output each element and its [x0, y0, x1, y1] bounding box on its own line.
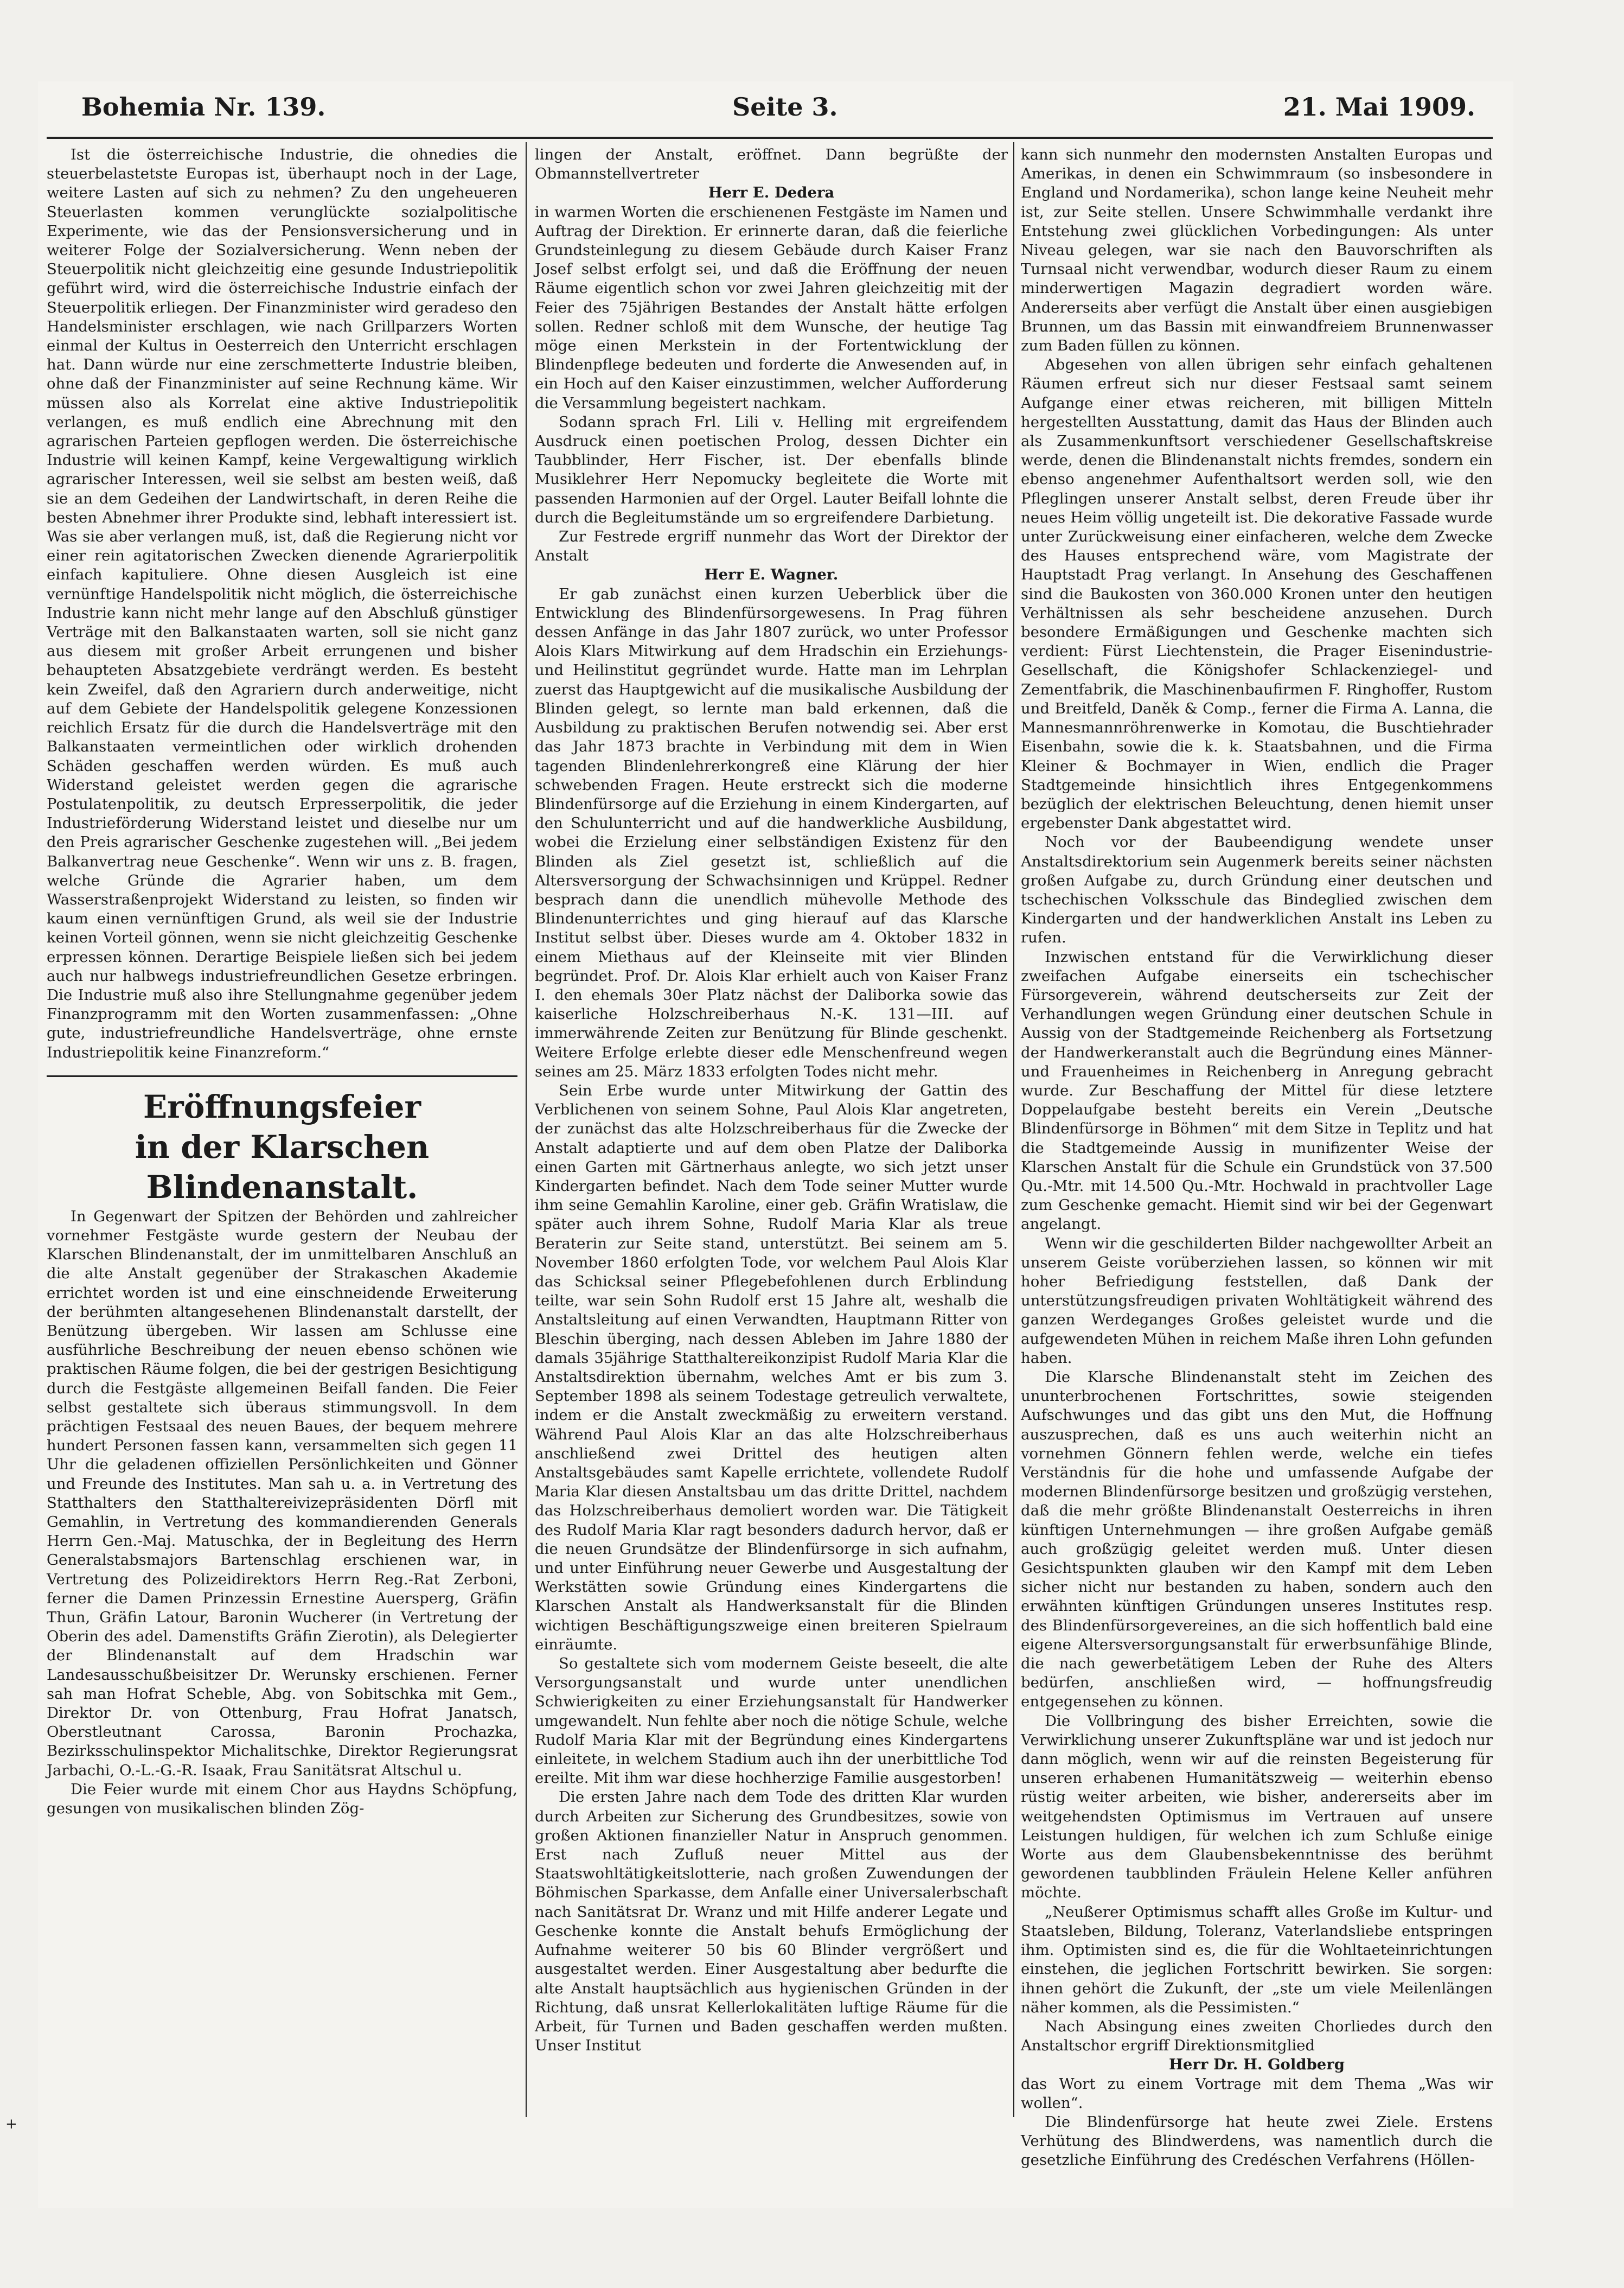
header-rule	[47, 137, 1493, 139]
newspaper-name: Bohemia Nr. 139.	[81, 92, 326, 122]
article-paragraph: In Gegenwart der Spitzen der Behörden und zahlreicher vornehmer Festgäste wurde gestern der Neubau der Klarschen Blindenanstalt, der im unmittelbaren Anschluß an die alte Anstalt gegenüber der Strakaschen Akademie errichtet worden ist und eine einschneidende Erweiterung der berühmten altangesehenen Blindenanstalt darstellt, der Benützung übergeben. Wir lassen am Schlusse eine ausführliche Beschreibung der neuen ebenso schönen wie praktischen Räume folgen, die bei der gestrigen Besichtigung durch die Festgäste allgemeinen Beifall fanden. Die Feier selbst gestaltete sich überaus stimmungsvoll. In dem prächtigen Festsaal des neuen Baues, der bequem mehrere hundert Personen fassen kann, versammelten sich gegen 11 Uhr die geladenen offiziellen Persönlichkeiten und Gönner und Freunde des Institutes. Man sah u. a. in Vertretung des Statthalters den Statthaltereivizepräsidenten Dörfl mit Gemahlin, in Vertretung des kommandierenden Generals Herrn Gen.-Maj. Matuschka, der in Begleitung des Herrn Generalstabsmajors Bartenschlag erschienen war, in Vertretung des Polizeidirektors Herrn Reg.-Rat Zerboni, ferner die Damen Prinzessin Ernestine Auersperg, Gräfin Thun, Gräfin Latour, Baronin Wucherer (in Vertretung der Oberin des adel. Damenstifts Gräfin Zierotin), als Delegierter der Blindenanstalt auf dem Hradschin war Landesausschußbeisitzer Dr. Werunsky erschienen. Ferner sah man Hofrat Scheble, Abg. von Sobitschka mit Gem., Direktor Dr. von Ottenburg, Frau Hofrat Janatsch, Oberstleutnant Carossa, Baronin Prochazka, Bezirksschulinspektor Michalitschke, Direktor Regierungsrat Jarbachi, O.-L.-G.-R. Isaak, Frau Sanitätsrat Altschul u.	[47, 1207, 517, 1779]
article-paragraph: Noch vor der Baubeendigung wendete unser Anstaltsdirektorium sein Augenmerk bereits seiner nächsten großen Aufgabe zu, durch Gründung einer deutschen und tschechischen Volksschule das Bindeglied zwischen dem Kindergarten und der handwerklichen Anstalt ins Leben zu rufen.	[1021, 833, 1493, 947]
headline-line-1: Eröffnungsfeier	[143, 1088, 421, 1125]
column-2	[535, 145, 1008, 2055]
article-headline	[47, 1087, 517, 1207]
article-paragraph: Er gab zunächst einen kurzen Ueberblick über die Entwicklung des Blindenfürsorgewesens. In Prag führen dessen Anfänge in das Jahr 1807 zurück, wo unter Professor Alois Klars Mitwirkung auf dem Hradschin ein Erziehungs- und Heilinstitut gegründet wurde. Hatte man im Lehrplan zuerst das Hauptgewicht auf die musikalische Ausbildung der Blinden gelegt, so lernte man bald erkennen, daß die Ausbildung zu praktischen Berufen notwendig sei. Aber erst das Jahr 1873 brachte in Verbindung mit dem in Wien tagenden Blindenlehrerkongreß eine Klärung der hier schwebenden Fragen. Heute erstreckt sich die moderne Blindenfürsorge auf die Erziehung in einem Kindergarten, auf den Schulunterricht und auf die handwerkliche Ausbildung, wobei die Erzielung einer selbständigen Existenz für den Blinden als Ziel gesetzt ist, schließlich auf die Altersversorgung der Schwachsinnigen und Krüppel. Redner besprach dann die unendlich mühevolle Methode des Blindenunterrichtes und ging hierauf auf das Klarsche Institut selbst über. Dieses wurde am 4. Oktober 1832 in einem Miethaus auf der Kleinseite mit vier Blinden begründet. Prof. Dr. Alois Klar erhielt auch von Kaiser Franz I. den ehemals 30er Platz nächst der Daliborka sowie das kaiserliche Holzschreiberhaus N.-K. 131—III. auf immerwährende Zeiten zur Benützung für Blinde geschenkt. Weitere Erfolge erlebte dieser edle Menschenfreund wegen seines am 25. März 1833 erfolgten Todes nicht mehr.	[535, 585, 1008, 1080]
column-3	[1021, 145, 1493, 2170]
column-1	[47, 145, 517, 1818]
column-rule-2	[1013, 142, 1014, 2117]
article-paragraph: in warmen Worten die erschienenen Festgäste im Namen und Auftrag der Direktion. Er erinnerte daran, daß die feierliche Grundsteinlegung zu diesem Gebäude durch Kaiser Franz Josef selbst erfolgt sei, und daß die Eröffnung der neuen Räume eigentlich schon vor zwei Jahren gleichzeitig mit der Feier des 75jährigen Bestandes der Anstalt hätte erfolgen sollen. Redner schloß mit dem Wunsche, der heutige Tag möge einen Merkstein in der Fortentwicklung der Blindenpflege bedeuten und forderte die Anwesenden auf, in ein Hoch auf den Kaiser einzustimmen, welcher Aufforderung die Versammlung begeistert nachkam.	[535, 203, 1008, 412]
speaker-name: Herr E. Dedera	[708, 184, 835, 202]
article-paragraph: das Wort zu einem Vortrage mit dem Thema „Was wir wollen“.	[1021, 2075, 1493, 2112]
article-paragraph: lingen der Anstalt, eröffnet. Dann begrüßte der Obmannstellvertreter	[535, 146, 1008, 183]
page-header	[43, 92, 1475, 136]
article-paragraph: Wenn wir die geschilderten Bilder nachgewollter Arbeit an unserem Geiste vorüberziehen lassen, so können wir mit hoher Befriedigung feststellen, daß Dank der unterstützungsfreudigen privaten Wohltätigkeit während des ganzen Werdeganges Großes geleistet wurde und die aufgewendeten Mühen in reichem Maße ihren Lohn gefunden haben.	[1021, 1234, 1493, 1367]
speaker-name: Herr Dr. H. Goldberg	[1168, 2056, 1345, 2074]
column-rule-1	[526, 142, 527, 2117]
article-paragraph: Zur Festrede ergriff nunmehr das Wort der Direktor der Anstalt	[535, 528, 1008, 565]
speaker-name: Herr E. Wagner.	[704, 566, 839, 584]
quotation: „Neußerer Optimismus schafft alles Große im Kultur- und Staatsleben, Bildung, Toleranz, Vaterlandsliebe entspringen ihm. Optimisten sind es, die für die Wohltaeteinrichtungen einstehen, die jeglichen Fortschritt bewirken. Sie sorgen: ihnen gehört die Zukunft, der „ste um viele Meilenlängen näher kommen, als die Pessimisten.“	[1021, 1903, 1493, 2016]
article-divider	[47, 1075, 517, 1077]
article-paragraph: Die Feier wurde mit einem Chor aus Haydns Schöpfung, gesungen von musikalischen blinden Zög-	[47, 1780, 517, 1818]
article-paragraph: Die Vollbringung des bisher Erreichten, sowie die Verwirklichung unserer Zukunftspläne war und ist jedoch nur dann möglich, wenn wir auf die reinsten Begeisterung für unseren erhabenen Humanitätszweig — weiterhin ebenso rüstig weiter arbeiten, wie bisher, andererseits aber im weitgehendsten Optimismus im Vertrauen auf unsere Leistungen huldigen, für welchen ich zum Schluße einige Worte aus dem Glaubensbekenntnisse des berühmt gewordenen taubblinden Fräulein Helene Keller anführen möchte.	[1021, 1712, 1493, 1902]
article-paragraph: Sodann sprach Frl. Lili v. Helling mit ergreifendem Ausdruck einen poetischen Prolog, dessen Dichter ein Taubblinder, Herr Fischer, ist. Der ebenfalls blinde Musiklehrer Herr Nepomucky begleitete die Worte mit passenden Harmonien auf der Orgel. Lauter Beifall lohnte die durch die Begleitumstände um so ergreifendere Darbietung.	[535, 413, 1008, 526]
article-paragraph: Die Klarsche Blindenanstalt steht im Zeichen des ununterbrochenen Fortschrittes, sowie steigenden Aufschwunges und das gibt uns den Mut, die Hoffnung auszusprechen, daß es uns auch weiterhin nicht an vornehmen Gönnern fehlen werde, welche ein tiefes Verständnis für die hohe und umfassende Aufgabe der modernen Blindenfürsorge besitzen und großzügig verstehen, daß die mehr größte Blindenanstalt Oesterreichs in ihren künftigen Unternehmungen — ihre großen Aufgabe gemäß auch großzügig geleitet werden muß. Unter diesen Gesichtspunkten glauben wir den Kampf mit dem Leben sicher nicht nur bestanden zu haben, sondern auch den erwähnten künftigen Gründungen unseres Institutes resp. des Blindenfürsorgevereines, an die sich hoffentlich bald eine eigene Altersversorgungsanstalt für erwerbsunfähige Blinde, die nach gewerbetätigem Leben der Ruhe des Alters bedürfen, anschließen wird, — hoffnungsfreudig entgegensehen zu können.	[1021, 1368, 1493, 1711]
page-number: Seite 3.	[732, 92, 838, 122]
article-paragraph: Ist die österreichische Industrie, die ohnedies die steuerbelastetste Europas ist, überhaupt noch in der Lage, weitere Lasten auf sich zu nehmen? Zu den ungeheueren Steuerlasten kommen verunglückte sozialpolitische Experimente, wie das der Pensionsversicherung und in weiterer Folge der Sozialversicherung. Wenn neben der Steuerpolitik nicht gleichzeitig eine gesunde Industriepolitik geführt wird, wird die österreichische Industrie einfach der Steuerpolitik erliegen. Der Finanzminister wird geradeso den Handelsminister erschlagen, wie nach Grillparzers Worten einmal der Kultus in Oesterreich den Unterricht erschlagen hat. Dann würde nur eine zerschmetterte Industrie bleiben, ohne daß der Finanzminister auf seine Rechnung käme. Wir müssen also als Korrelat eine aktive Industriepolitik verlangen, es muß endlich eine Abrechnung mit den agrarischen Parteien gepflogen werden. Die österreichische Industrie will keinen Kampf, keine Vergewaltigung wirklich agrarischer Interessen, weil sie selbst am besten weiß, daß sie an dem Gedeihen der Landwirtschaft, in deren Reihe die besten Abnehmer ihrer Produkte sind, lebhaft interessiert ist. Was sie aber verlangen muß, ist, daß die Regierung nicht vor einer rein agitatorischen Zwecken dienende Agrarierpolitik einfach kapituliere. Ohne diesen Ausgleich ist eine vernünftige Handelspolitik nicht möglich, die österreichische Industrie kann nicht mehr lange auf den Abschluß günstiger Verträge mit den Balkanstaaten warten, soll sie nicht ganz aus diesem mit großer Arbeit errungenen und bisher behaupteten Absatzgebiete verdrängt werden. Es besteht kein Zweifel, daß den Agrariern durch anderweitige, nicht auf dem Gebiete der Handelspolitik gelegene Konzessionen reichlich Ersatz für die durch die Handelsverträge mit den Balkanstaaten vermeintlichen oder wirklich drohenden Schäden geschaffen werden würden. Es muß auch Widerstand geleistet werden gegen die agrarische Postulatenpolitik, zu deutsch Erpresserpolitik, die jeder Industrieförderung Widerstand leistet und dieselbe nur um den Preis agrarischer Geschenke zugestehen will. „Bei jedem Balkanvertrag neue Geschenke“. Wenn wir uns z. B. fragen, welche Gründe die Agrarier haben, um dem Wasserstraßenprojekt Widerstand zu leisten, so finden wir kaum einen vernünftigen Grund, als weil sie der Industrie keinen Vorteil gönnen, wenn sie nicht gleichzeitig Geschenke erpressen können. Derartige Beispiele ließen sich bei jedem auch nur halbwegs industriefreundlichen Gesetze erbringen. Die Industrie muß also ihre Stellungnahme gegenüber jedem Finanzprogramm mit den Worten zusammenfassen: „Ohne gute, industriefreundliche Handelsverträge, ohne ernste Industriepolitik keine Finanzreform.“	[47, 146, 517, 1061]
article-paragraph: Abgesehen von allen übrigen sehr einfach gehaltenen Räumen erfreut sich nur dieser Festsaal samt seinem Aufgange einer etwas reicheren, mit billigen Mitteln hergestellten Ausstattung, damit das Haus der Blinden auch als Zusammenkunftsort verschiedener Gesellschaftskreise werde, denen die Blindenanstalt nichts fremdes, sondern ein ebenso angenehmer Aufenthaltsort werden soll, wie den Pfleglingen unserer Anstalt selbst, deren Freude über ihr neues Heim völlig ungeteilt ist. Die dekorative Fassade wurde unter Zurückweisung einer einfacheren, welche dem Zwecke des Hauses entsprechend wäre, vom Magistrate der Hauptstadt Prag verlangt. In Ansehung des Geschaffenen sind die Baukosten von 360.000 Kronen unter den heutigen Verhältnissen als sehr bescheidene anzusehen. Durch besondere Ermäßigungen und Geschenke machten sich verdient: Fürst Liechtenstein, die Prager Eisenindustrie-Gesellschaft, die Königshofer Schlackenziegel- und Zementfabrik, die Maschinenbaufirmen F. Ringhoffer, Rustom und Breitfeld, Daněk & Comp., ferner die Firma A. Lanna, die Mannesmannröhrenwerke in Komotau, die Buschtiehrader Eisenbahn, sowie die k. k. Staatsbahnen, und die Firma Kleiner & Bochmayer in Wien, endlich die Prager Stadtgemeinde hinsichtlich ihres Entgegenkommens bezüglich der elektrischen Beleuchtung, denen hiemit unser ergebenster Dank abgestattet wird.	[1021, 356, 1493, 832]
article-paragraph: kann sich nunmehr den modernsten Anstalten Europas und Amerikas, in denen ein Schwimmraum (so insbesondere in England und Nordamerika), schon lange keine Neuheit mehr ist, zur Seite stellen. Unsere Schwimmhalle verdankt ihre Entstehung zwei glücklichen Vorbedingungen: Als unter Niveau gelegen, war sie nach den Bauvorschriften als Turnsaal nicht verwendbar, wodurch dieser Raum zu einem minderwertigen Magazin degradiert worden wäre. Andererseits aber verfügt die Anstalt über einen ausgiebigen Brunnen, um das Bassin mit einwandfreiem Brunnenwasser zum Baden füllen zu können.	[1021, 146, 1493, 355]
article-paragraph: Die ersten Jahre nach dem Tode des dritten Klar wurden durch Arbeiten zur Sicherung des Grundbesitzes, sowie von großen Aktionen finanzieller Natur in Anspruch genommen. Erst nach Zufluß neuer Mittel aus der Staatswohltätigkeitslotterie, nach großen Zuwendungen der Böhmischen Sparkasse, dem Anfalle einer Universalerbschaft nach Sanitätsrat Dr. Wranz und mit Hilfe anderer Legate und Geschenke konnte die Anstalt behufs Ermöglichung der Aufnahme weiterer 50 bis 60 Blinder vergrößert und ausgestaltet werden. Einer Ausgestaltung aber bedurfte die alte Anstalt hauptsächlich aus hygienischen Gründen in der Richtung, daß unsrat Kellerlokalitäten luftige Räume für die Arbeit, für Turnen und Baden geschaffen werden mußten. Unser Institut	[535, 1788, 1008, 2055]
article-paragraph: So gestaltete sich vom modernem Geiste beseelt, die alte Versorgungsanstalt und wurde unter unendlichen Schwierigkeiten zu einer Erziehungsanstalt für Handwerker umgewandelt. Nun fehlte aber noch die nötige Schule, welche Rudolf Maria Klar mit der Begründung eines Kindergartens einleitete, in welchem Stadium auch ihn der unerbittliche Tod ereilte. Mit ihm war diese hochherzige Familie ausgestorben!	[535, 1655, 1008, 1787]
article-paragraph: Nach Absingung eines zweiten Chorliedes durch den Anstaltschor ergriff Direktionsmitglied	[1021, 2017, 1493, 2055]
issue-date: 21. Mai 1909.	[1283, 92, 1475, 122]
article-paragraph: Die Blindenfürsorge hat heute zwei Ziele. Erstens Verhütung des Blindwerdens, was namentlich durch die gesetzliche Einführung des Credéschen Verfahrens (Höllen-	[1021, 2113, 1493, 2169]
article-paragraph: Sein Erbe wurde unter Mitwirkung der Gattin des Verblichenen von seinem Sohne, Paul Alois Klar angetreten, der zunächst das alte Holzschreiberhaus für die Zwecke der Anstalt adaptierte und auf dem oben Platze der Daliborka einen Garten mit Gärtnerhaus anlegte, wo sich jetzt unser Kindergarten befindet. Nach dem Tode seiner Mutter wurde ihm seine Gemahlin Karoline, einer geb. Gräfin Wratislaw, die später auch ihrem Sohne, Rudolf Maria Klar als treue Beraterin zur Seite stand, unterstützt. Bei seinem am 5. November 1860 erfolgten Tode, vor welchem Paul Alois Klar das Schicksal seiner Pflegebefohlenen durch Erblindung teilte, war sein Sohn Rudolf erst 15 Jahre alt, weshalb die Anstaltsleitung auf einen Verwandten, Hauptmann Ritter von Bleschin überging, nach dessen Ableben im Jahre 1880 der damals 35jährige Statthaltereikonzipist Rudolf Maria Klar die Anstaltsdirektion übernahm, welches Amt er bis zum 3. September 1898 als seinem Todestage getreulich verwaltete, indem er die Anstalt zweckmäßig zu erweitern verstand. Während Paul Alois Klar an das alte Holzschreiberhaus anschließend zwei Drittel des heutigen alten Anstaltsgebäudes samt Kapelle errichtete, vollendete Rudolf Maria Klar diesen Anstaltsbau um das dritte Drittel, nachdem das Holzschreiberhaus demoliert worden war. Die Tätigkeit des Rudolf Maria Klar ragt besonders dadurch hervor, daß er die neuen Grundsätze der Blindenfürsorge in sich aufnahm, und unter Einführung neuer Gewerbe und Ausgestaltung der Werkstätten sowie Gründung eines Kindergartens die Klarschen Anstalt als Handwerksanstalt für die Blinden wichtigen Beschäftigungszweige einen breiteren Spielraum einräumte.	[535, 1081, 1008, 1653]
article-paragraph: Inzwischen entstand für die Verwirklichung dieser zweifachen Aufgabe einerseits ein tschechischer Fürsorgeverein, während deutscherseits zur Zeit der Verhandlungen wegen Gründung einer deutschen Schule in Aussig von der Stadtgemeinde Reichenberg als Fortsetzung der Handwerkeranstalt auch die Begründung eines Männer- und Frauenheimes in Reichenberg in Anregung gebracht wurde. Zur Beschaffung der Mittel für diese letztere Doppelaufgabe besteht bereits ein Verein „Deutsche Blindenfürsorge in Böhmen“ mit dem Sitze in Teplitz und hat die Stadtgemeinde Aussig in munifizenter Weise der Klarschen Anstalt für die Schule ein Grundstück von 37.500 Qu.-Mtr. mit 14.500 Qu.-Mtr. Hochwald in prachtvoller Lage zum Geschenke gemacht. Hiemit sind wir bei der Gegenwart angelangt.	[1021, 948, 1493, 1233]
margin-mark: +	[5, 2116, 17, 2132]
headline-line-2: in der Klarschen Blindenanstalt.	[135, 1128, 430, 1206]
